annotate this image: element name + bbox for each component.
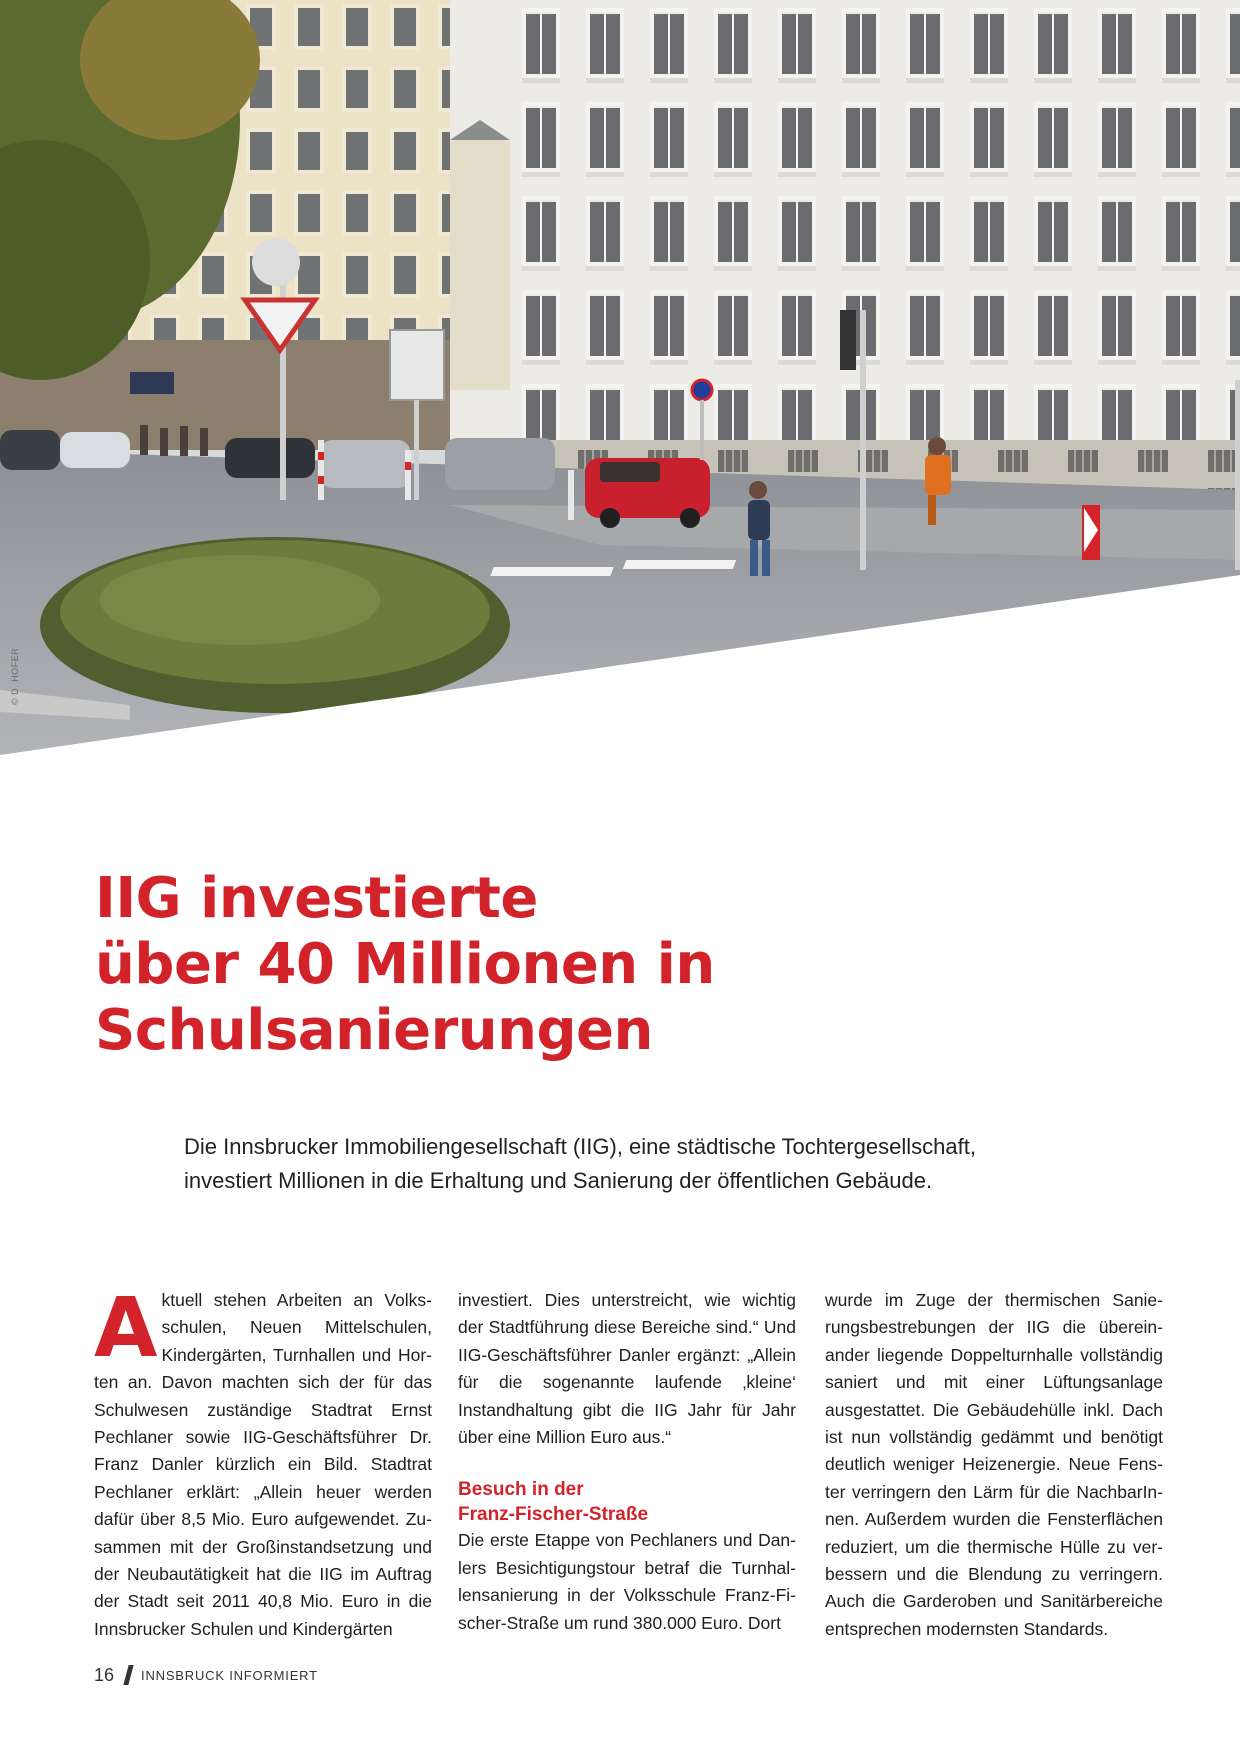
headline-line: Schulsanierungen <box>95 998 653 1063</box>
page-footer <box>94 1664 318 1686</box>
headline <box>95 866 1145 1064</box>
publication-name: INNSBRUCK INFORMIERT <box>141 1667 318 1683</box>
article-paragraph <box>94 1281 432 1643</box>
slash-divider <box>123 1665 133 1685</box>
article-paragraph: wurde im Zuge der thermischen Sanierungsbestrebungen der IIG die übereinander liegende Doppelturnhalle vollständig saniert und mit einer Lüftungsanlage ausgestattet. Die Gebäudehülle inkl. Dach ist nun vollständig gedämmt und benötigt deutlich weniger Heizenergie. Neue Fenster verringern den Lärm für die NachbarInnen. Außerdem wurden die Fensterflächen reduziert, um die thermische Hülle zu verbessern und die Blendung zu verringern. Auch die Garderoben und Sanitärbereiche entsprechen modernsten Standards. <box>825 1290 1163 1639</box>
photo-credit: © D. HOFER <box>10 647 20 705</box>
subhead-line: Besuch in der <box>458 1479 584 1501</box>
article-column-2 <box>458 1287 796 1637</box>
lead-paragraph <box>184 1130 1144 1198</box>
article-paragraph: investiert. Dies unterstreicht, wie wichtig der Stadtführung diese Bereiche sind.“ Und IIG-Geschäftsführer Danler ergänzt: „Allein für die sogenannte laufende ‚kleine‘ Instandhaltung gibt die IIG Jahr für Jahr über eine Million Euro aus.“ <box>458 1290 796 1448</box>
lead-line: Die Innsbrucker Immobiliengesellschaft (IIG), eine städtische Tochtergesellschaft, <box>184 1134 976 1159</box>
section-subhead <box>458 1477 796 1527</box>
article-text: ktuell stehen Arbeiten an Volksschulen, Neuen Mittelschulen, Kindergärten, Turnhallen und Horten an. Davon machten sich der für das Schulwesen zuständige Stadtrat Ernst Pechlaner sowie IIG-Geschäftsführer Dr. Franz Danler kürzlich ein Bild. Stadtrat Pechlaner erklärt: „Allein heuer werden dafür über 8,5 Mio. Euro aufgewendet. Zusammen mit der Großinstandsetzung und der Neubautätigkeit hat die IIG im Auftrag der Stadt seit 2011 40,8 Mio. Euro in die Innsbrucker Schulen und Kindergärten <box>94 1290 432 1639</box>
headline-line: über 40 Millionen in <box>95 932 715 997</box>
article-column-1 <box>94 1281 432 1643</box>
article-paragraph: Die erste Etappe von Pechlaners und Danlers Besichtigungstour betraf die Turnhallensanierung in der Volksschule Franz-Fischer-Straße um rund 380.000 Euro. Dort <box>458 1530 796 1633</box>
subhead-line: Franz-Fischer-Straße <box>458 1504 649 1526</box>
article-column-3 <box>825 1287 1163 1643</box>
page-number: 16 <box>94 1664 115 1685</box>
drop-cap: A <box>94 1281 158 1376</box>
lead-line: investiert Millionen in die Erhaltung und Sanierung der öffentlichen Gebäude. <box>184 1168 933 1193</box>
headline-line: IIG investierte <box>95 866 538 931</box>
hero-photo <box>0 0 1240 775</box>
